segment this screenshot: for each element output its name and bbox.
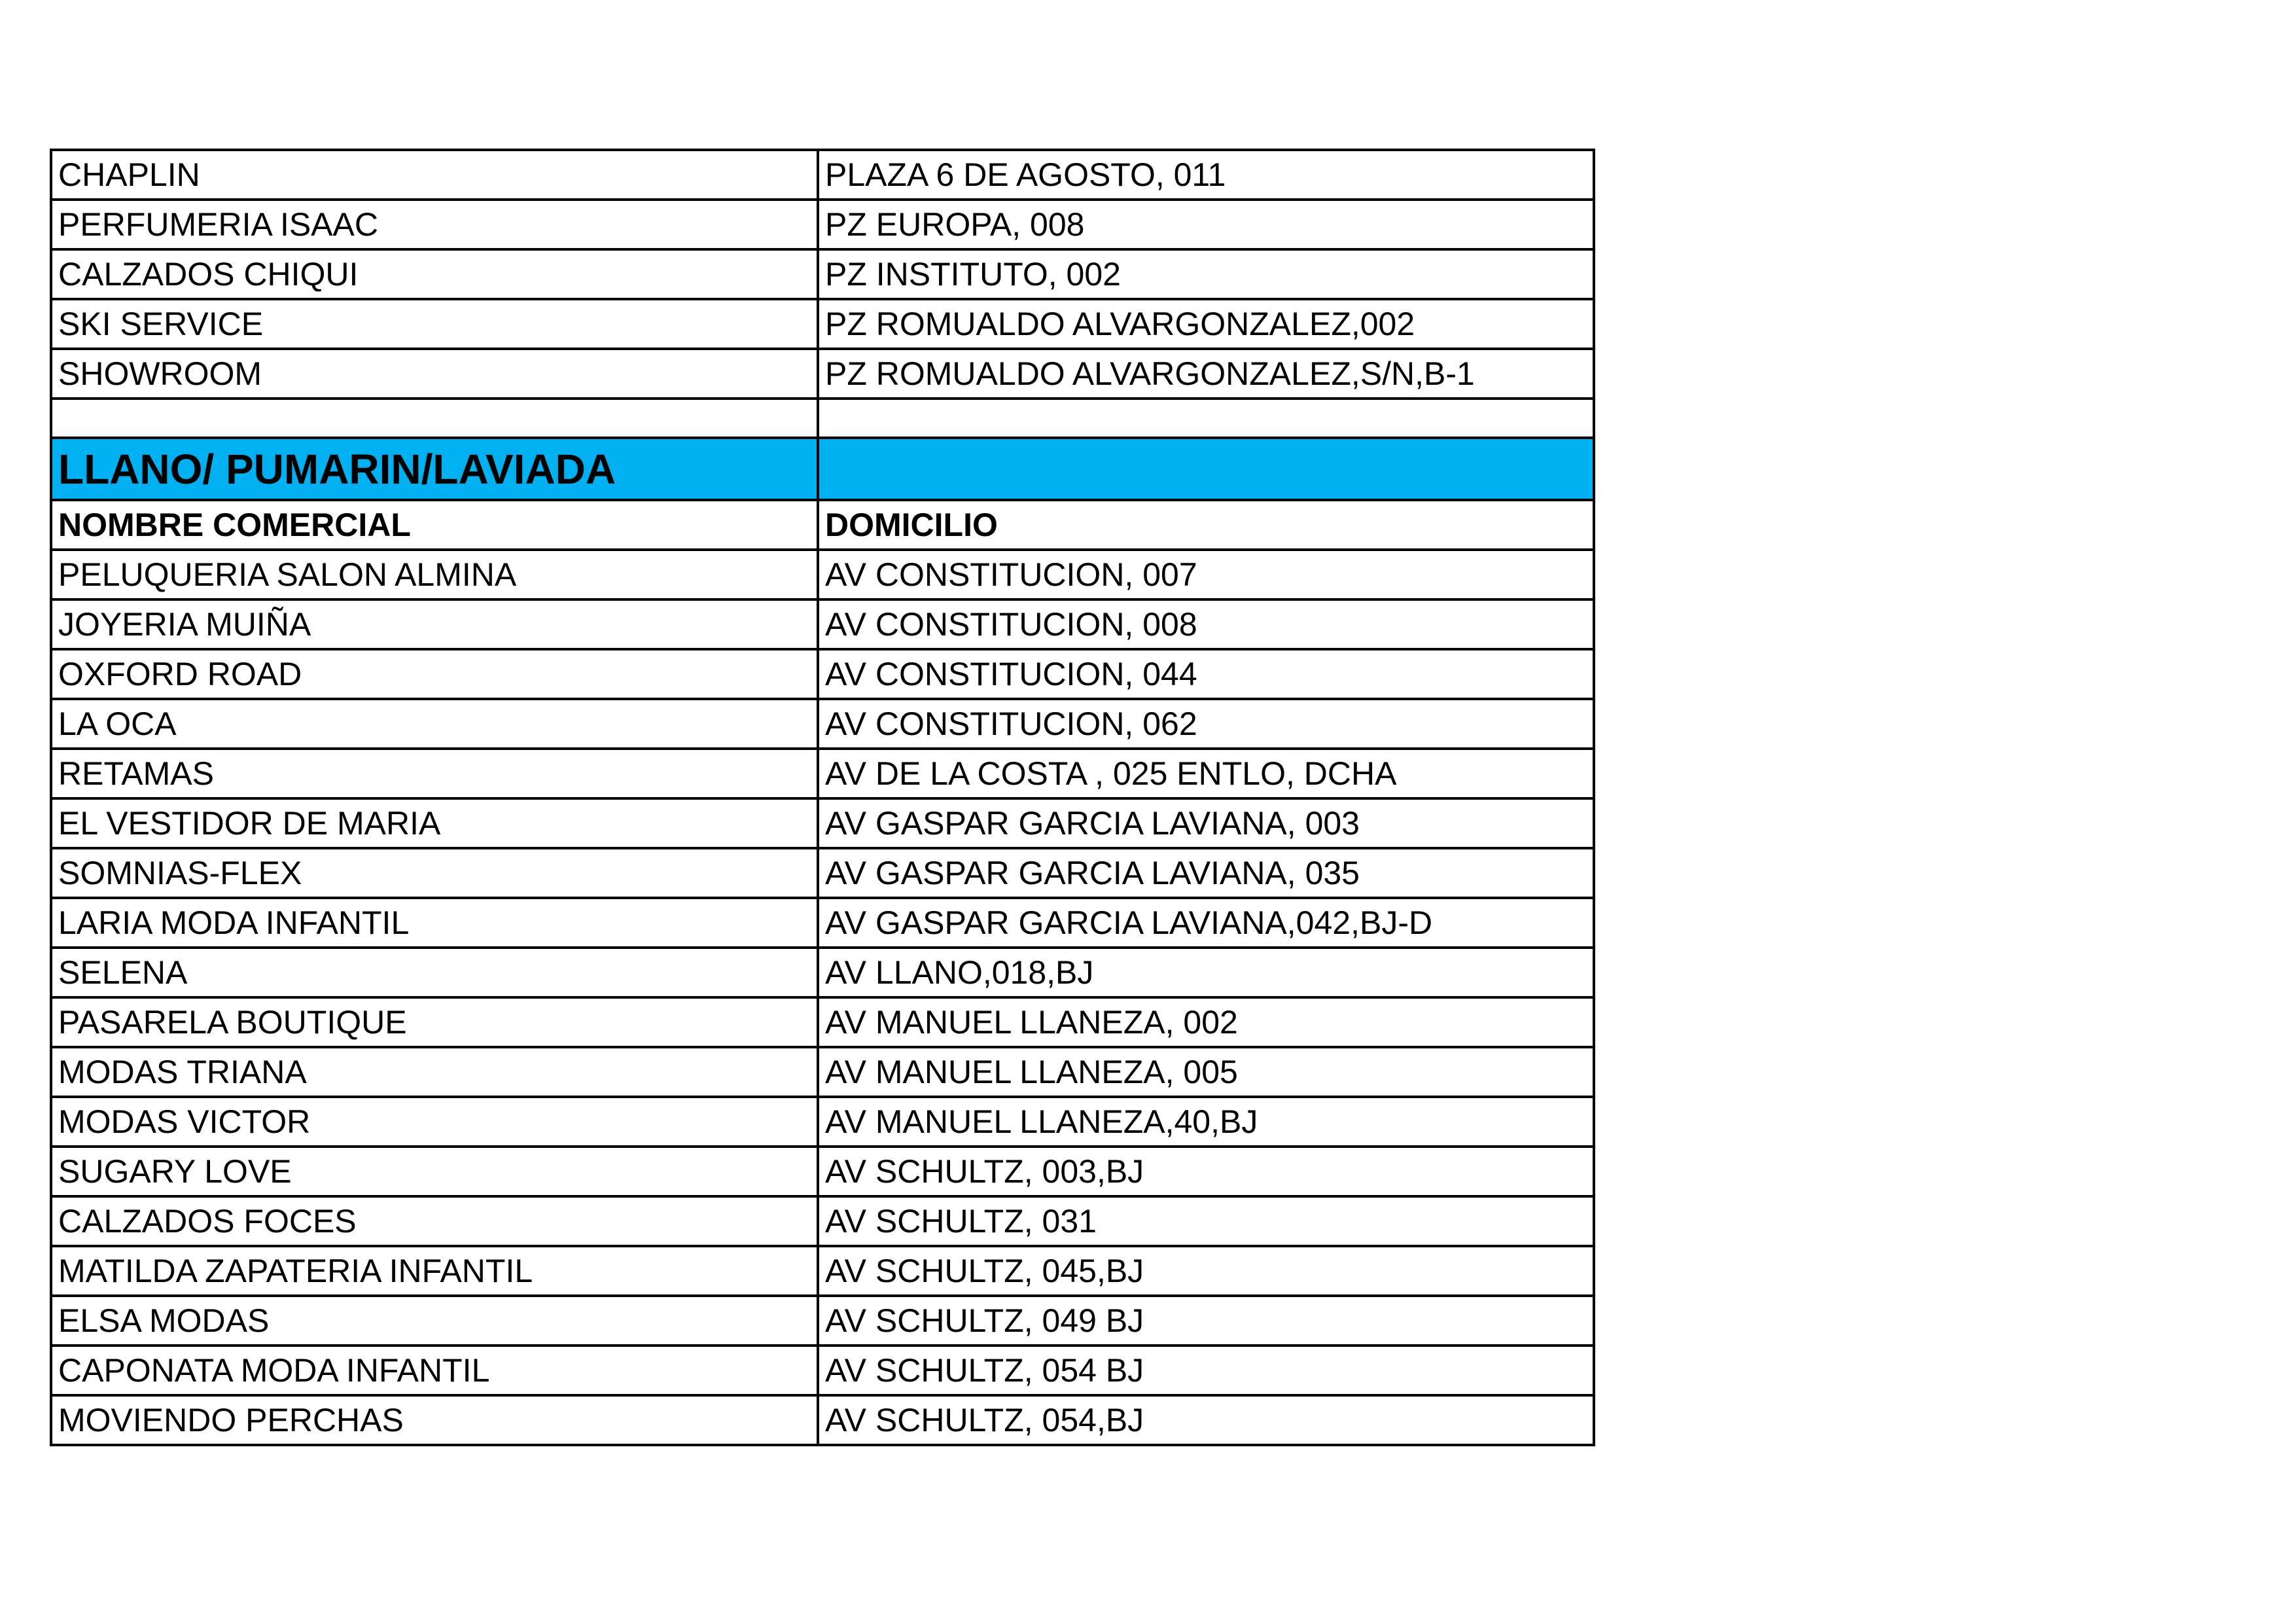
- column-header-row: [51, 500, 1594, 550]
- store-address-cell: AV GASPAR GARCIA LAVIANA, 035: [818, 848, 1594, 898]
- table-row: [51, 599, 1594, 649]
- store-name-cell: MODAS TRIANA: [51, 1047, 818, 1097]
- store-name-cell: CHAPLIN: [51, 150, 818, 200]
- store-address-cell: AV SCHULTZ, 031: [818, 1196, 1594, 1246]
- table-row: [51, 699, 1594, 749]
- store-address-cell: AV MANUEL LLANEZA, 005: [818, 1047, 1594, 1097]
- table-row: [51, 1097, 1594, 1147]
- section-title: LLANO/ PUMARIN/LAVIADA: [51, 438, 818, 500]
- store-name-cell: ELSA MODAS: [51, 1296, 818, 1346]
- table-row: [51, 1246, 1594, 1296]
- store-address-cell: PZ INSTITUTO, 002: [818, 249, 1594, 299]
- store-address-cell: AV SCHULTZ, 054 BJ: [818, 1346, 1594, 1395]
- store-name-cell: PELUQUERIA SALON ALMINA: [51, 550, 818, 599]
- store-name-cell: CAPONATA MODA INFANTIL: [51, 1346, 818, 1395]
- store-name-cell: LARIA MODA INFANTIL: [51, 898, 818, 948]
- store-address-cell: AV SCHULTZ, 003,BJ: [818, 1147, 1594, 1196]
- store-address-cell: AV SCHULTZ, 054,BJ: [818, 1395, 1594, 1445]
- store-address-cell: AV SCHULTZ, 045,BJ: [818, 1246, 1594, 1296]
- store-name-cell: CALZADOS CHIQUI: [51, 249, 818, 299]
- store-address-cell: PZ ROMUALDO ALVARGONZALEZ,002: [818, 299, 1594, 349]
- blank-row: [51, 399, 1594, 438]
- section-title-filler: [818, 438, 1594, 500]
- store-name-cell: MODAS VICTOR: [51, 1097, 818, 1147]
- table-row: [51, 1196, 1594, 1246]
- store-name-cell: OXFORD ROAD: [51, 649, 818, 699]
- table-row: [51, 349, 1594, 399]
- store-name-cell: SELENA: [51, 948, 818, 997]
- store-address-cell: PZ EUROPA, 008: [818, 200, 1594, 249]
- store-address-cell: AV CONSTITUCION, 062: [818, 699, 1594, 749]
- store-address-cell: PLAZA 6 DE AGOSTO, 011: [818, 150, 1594, 200]
- table-row: [51, 249, 1594, 299]
- store-table: [50, 149, 1595, 1446]
- store-address-cell: AV CONSTITUCION, 044: [818, 649, 1594, 699]
- section-header-row: [51, 438, 1594, 500]
- store-name-cell: SKI SERVICE: [51, 299, 818, 349]
- store-name-cell: RETAMAS: [51, 749, 818, 798]
- table-row: [51, 749, 1594, 798]
- store-address-cell: AV SCHULTZ, 049 BJ: [818, 1296, 1594, 1346]
- store-name-cell: PERFUMERIA ISAAC: [51, 200, 818, 249]
- column-header-address: DOMICILIO: [818, 500, 1594, 550]
- table-row: [51, 1395, 1594, 1445]
- table-row: [51, 1047, 1594, 1097]
- table-row: [51, 299, 1594, 349]
- store-name-cell: SOMNIAS-FLEX: [51, 848, 818, 898]
- store-name-cell: SUGARY LOVE: [51, 1147, 818, 1196]
- store-name-cell: CALZADOS FOCES: [51, 1196, 818, 1246]
- table-row: [51, 898, 1594, 948]
- store-name-cell: MATILDA ZAPATERIA INFANTIL: [51, 1246, 818, 1296]
- blank-cell: [51, 399, 818, 438]
- table-row: [51, 649, 1594, 699]
- table-row: [51, 1296, 1594, 1346]
- store-name-cell: SHOWROOM: [51, 349, 818, 399]
- store-address-cell: AV CONSTITUCION, 007: [818, 550, 1594, 599]
- column-header-name: NOMBRE COMERCIAL: [51, 500, 818, 550]
- store-name-cell: PASARELA BOUTIQUE: [51, 997, 818, 1047]
- store-address-cell: AV CONSTITUCION, 008: [818, 599, 1594, 649]
- table-row: [51, 997, 1594, 1047]
- table-row: [51, 948, 1594, 997]
- table-row: [51, 200, 1594, 249]
- store-address-cell: AV GASPAR GARCIA LAVIANA, 003: [818, 798, 1594, 848]
- store-address-cell: AV MANUEL LLANEZA, 002: [818, 997, 1594, 1047]
- table-row: [51, 150, 1594, 200]
- table-row: [51, 1346, 1594, 1395]
- table-row: [51, 1147, 1594, 1196]
- store-address-cell: PZ ROMUALDO ALVARGONZALEZ,S/N,B-1: [818, 349, 1594, 399]
- store-name-cell: MOVIENDO PERCHAS: [51, 1395, 818, 1445]
- store-address-cell: AV LLANO,018,BJ: [818, 948, 1594, 997]
- store-address-cell: AV DE LA COSTA , 025 ENTLO, DCHA: [818, 749, 1594, 798]
- store-name-cell: EL VESTIDOR DE MARIA: [51, 798, 818, 848]
- blank-cell: [818, 399, 1594, 438]
- table-row: [51, 550, 1594, 599]
- table-row: [51, 848, 1594, 898]
- store-address-cell: AV GASPAR GARCIA LAVIANA,042,BJ-D: [818, 898, 1594, 948]
- store-name-cell: LA OCA: [51, 699, 818, 749]
- store-name-cell: JOYERIA MUIÑA: [51, 599, 818, 649]
- store-address-cell: AV MANUEL LLANEZA,40,BJ: [818, 1097, 1594, 1147]
- store-table-body: [51, 150, 1594, 1445]
- table-row: [51, 798, 1594, 848]
